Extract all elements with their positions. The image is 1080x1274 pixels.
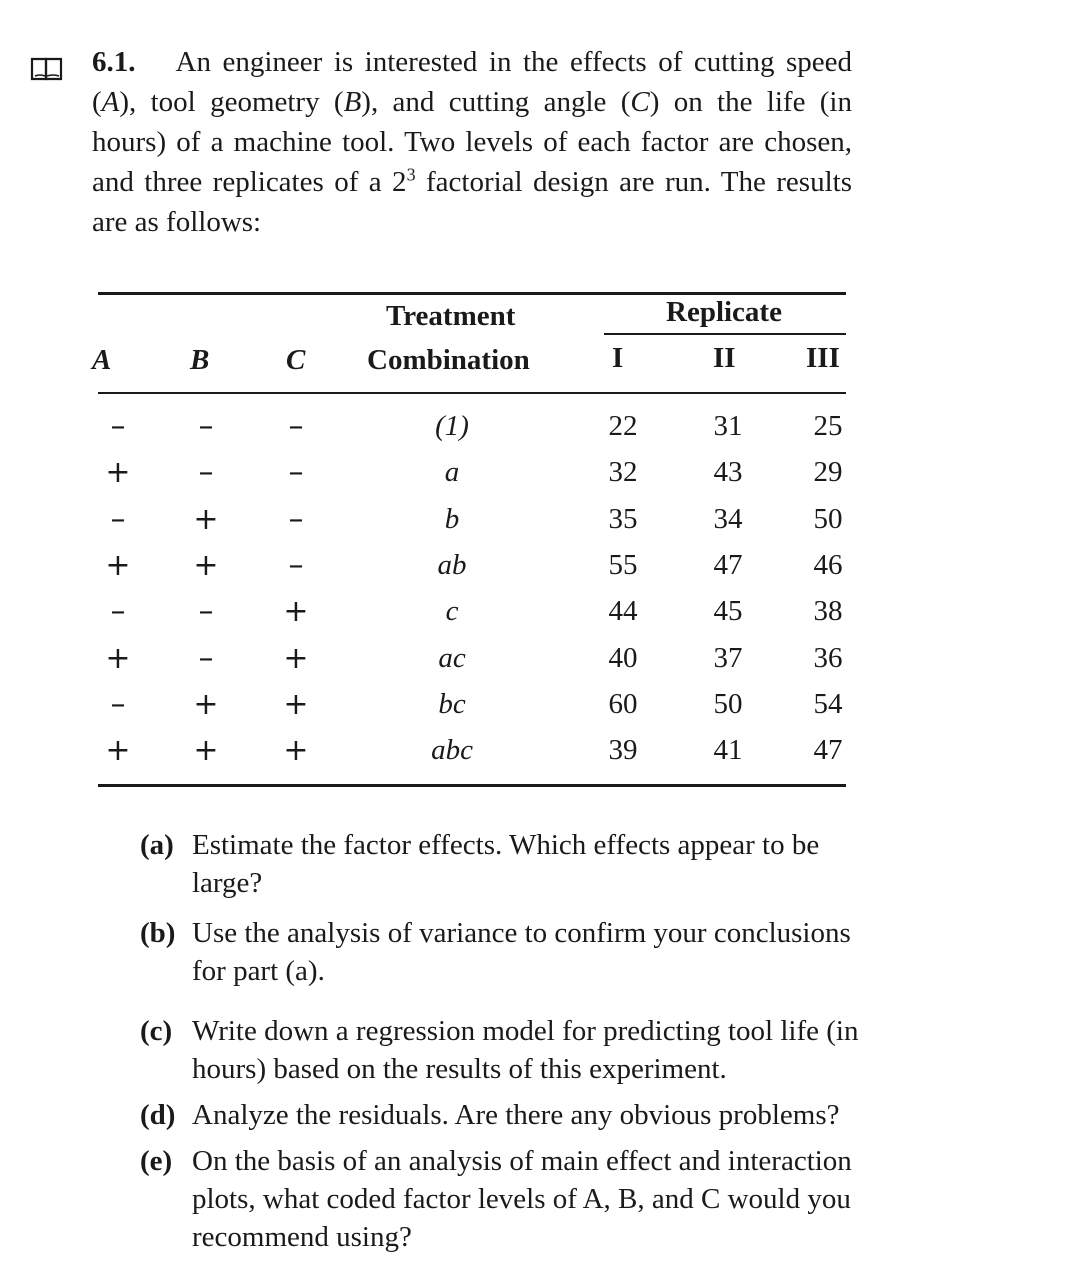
replicate-ii-value: 37 [713, 641, 743, 674]
factor-c-sign: – [288, 547, 304, 583]
problem-text-4: ) on the life (in hours) of a machine tool. Two levels of each factor are chosen, and three replicates of a 2 [92, 86, 852, 198]
replicate-iii-value: 38 [813, 595, 843, 628]
factor-a-sign: + [105, 455, 131, 491]
replicate-ii-value: 31 [713, 410, 743, 442]
book-icon [30, 56, 64, 82]
factor-c-symbol: C [630, 86, 650, 118]
treatment-combination: c [445, 595, 459, 628]
factor-b-symbol: B [343, 86, 362, 118]
part-d-label: (d) [140, 1099, 176, 1131]
problem-statement [92, 42, 852, 242]
part-b-text: Use the analysis of variance to confirm your conclusions for part (a). [192, 917, 851, 987]
treatment-header-line1: Treatment [386, 300, 516, 332]
treatment-combination: a [444, 456, 460, 489]
treatment-combination: bc [438, 687, 466, 720]
replicate-i-value: 60 [608, 687, 638, 720]
replicate-header: Replicate [666, 296, 782, 328]
factor-a-sign: – [110, 409, 126, 444]
replicate-i-value: 32 [608, 456, 638, 489]
replicate-i-value: 44 [608, 595, 638, 628]
replicate-iii-value: 54 [813, 687, 843, 720]
replicate-iii-value: 25 [813, 410, 843, 442]
factor-c-sign: + [283, 686, 309, 722]
replicate-i-header: I [612, 342, 624, 374]
part-b [140, 914, 860, 990]
factor-c-sign: + [283, 640, 309, 676]
table-top-rule [98, 292, 846, 295]
part-a-text: Estimate the factor effects. Which effects appear to be large? [192, 829, 820, 899]
replicate-ii-value: 43 [713, 456, 743, 489]
column-header-c: C [286, 344, 306, 376]
part-c [140, 1012, 860, 1088]
replicate-i-value: 39 [608, 734, 638, 767]
factor-b-sign: – [198, 455, 214, 491]
treatment-combination: b [444, 502, 460, 535]
header-bottom-rule [98, 392, 846, 394]
problem-number: 6.1. [92, 46, 136, 78]
factor-a-sign: – [110, 594, 126, 630]
replicate-ii-value: 47 [713, 548, 743, 581]
treatment-combination: ab [437, 548, 467, 581]
factor-b-sign: + [193, 501, 219, 537]
factor-b-sign: – [198, 409, 214, 444]
factor-a-sign: – [110, 686, 126, 722]
factor-b-sign: – [198, 640, 214, 676]
part-d-text: Analyze the residuals. Are there any obvious problems? [192, 1099, 840, 1131]
column-header-a: A [92, 344, 112, 376]
replicate-ii-value: 34 [713, 502, 743, 535]
problem-text-3: ), and cutting angle ( [361, 86, 631, 118]
problem-text-1: An engineer is interested in the effects of cutting speed ( [92, 46, 852, 118]
factor-a-sign: – [110, 501, 126, 537]
replicate-underline [604, 333, 846, 335]
problem-text-5: factorial design are run. The results are as follows: [92, 166, 852, 238]
replicate-i-value: 22 [608, 410, 638, 442]
replicate-iii-value: 50 [813, 502, 843, 535]
part-d [140, 1096, 860, 1134]
factor-c-sign: – [288, 409, 304, 444]
problem-text-2: ), tool geometry ( [119, 86, 344, 118]
factor-b-sign: + [193, 547, 219, 583]
factor-c-sign: – [288, 501, 304, 537]
factor-a-sign: + [105, 640, 131, 676]
replicate-i-value: 35 [608, 502, 638, 535]
factor-b-sign: + [193, 686, 219, 722]
treatment-combination: (1) [435, 410, 469, 442]
factor-c-sign: + [283, 594, 309, 630]
replicate-i-value: 55 [608, 548, 638, 581]
replicate-ii-value: 41 [713, 734, 743, 767]
replicate-iii-value: 29 [813, 456, 843, 489]
replicate-iii-value: 47 [813, 734, 843, 767]
factor-c-sign: – [288, 455, 304, 491]
replicate-i-value: 40 [608, 641, 638, 674]
treatment-header-line2: Combination [367, 344, 530, 376]
table-bottom-rule [98, 784, 846, 787]
part-e-text: On the basis of an analysis of main effect and interaction plots, what coded factor levels of A, B, and C would you recommend using? [192, 1145, 852, 1253]
factor-b-sign: – [198, 594, 214, 630]
replicate-iii-value: 36 [813, 641, 843, 674]
part-c-label: (c) [140, 1015, 173, 1047]
factorial-exponent: 3 [406, 164, 416, 185]
part-e [140, 1142, 860, 1256]
factor-b-sign: + [193, 733, 219, 769]
replicate-iii-header: III [806, 342, 840, 374]
part-a [140, 826, 860, 902]
factor-a-sign: + [105, 733, 131, 769]
replicate-iii-value: 46 [813, 548, 843, 581]
factor-a-sign: + [105, 547, 131, 583]
part-a-label: (a) [140, 829, 174, 861]
factor-c-sign: + [283, 733, 309, 769]
column-header-b: B [190, 344, 210, 376]
treatment-combination: abc [431, 734, 473, 767]
factor-a-symbol: A [101, 86, 120, 118]
part-e-label: (e) [140, 1145, 173, 1177]
treatment-combination: ac [438, 641, 466, 674]
part-b-label: (b) [140, 917, 176, 949]
replicate-ii-header: II [713, 342, 736, 374]
part-c-text: Write down a regression model for predicting tool life (in hours) based on the results of this experiment. [192, 1015, 859, 1085]
replicate-ii-value: 50 [713, 687, 743, 720]
replicate-ii-value: 45 [713, 595, 743, 628]
